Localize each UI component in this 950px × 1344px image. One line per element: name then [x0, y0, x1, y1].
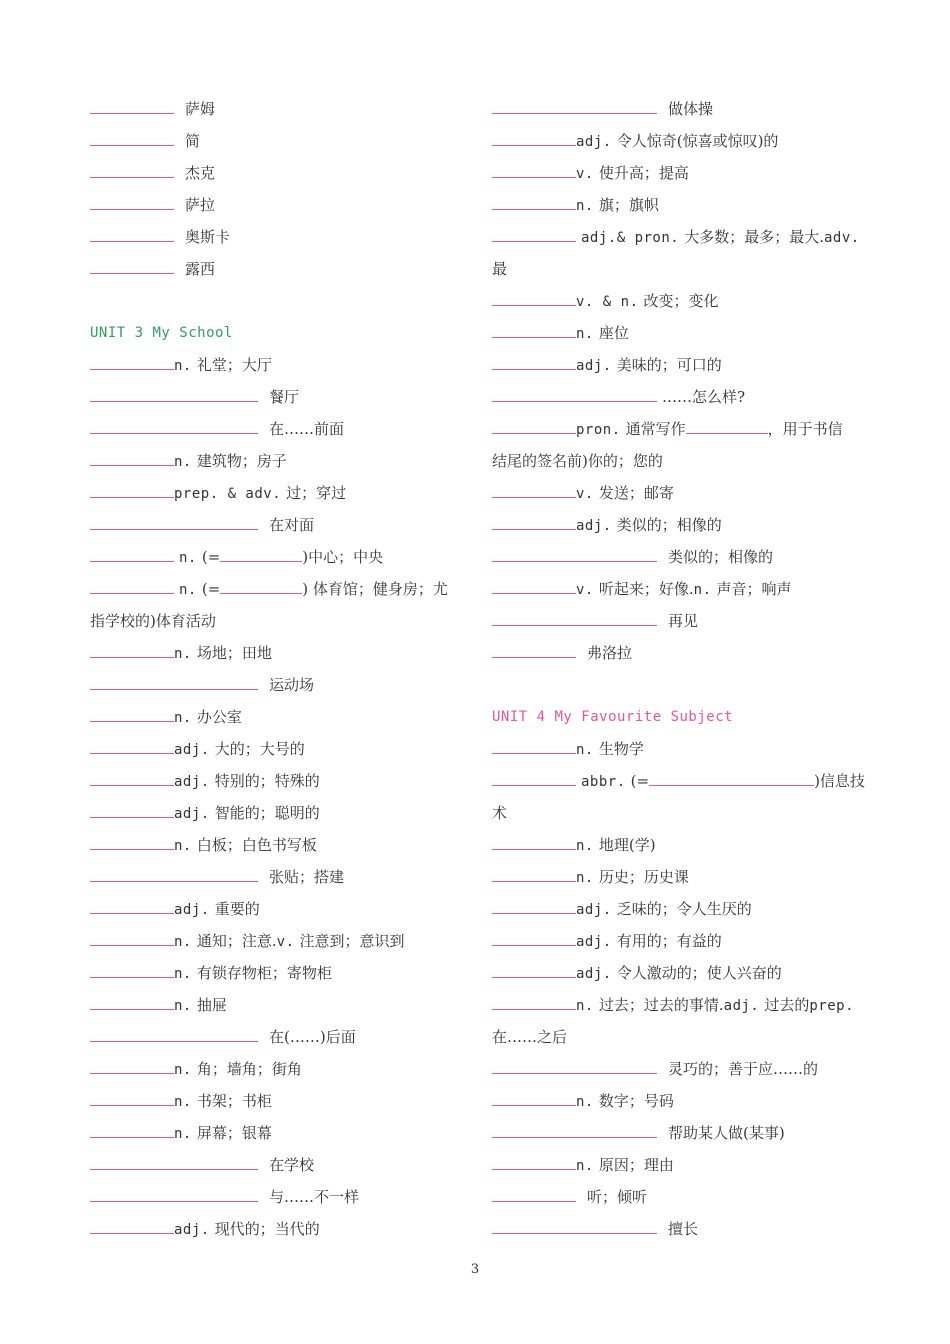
vocab-row: 类似的；相像的	[492, 541, 864, 573]
vocab-row: adj. 重要的	[90, 893, 462, 925]
answer-blank[interactable]	[90, 960, 174, 978]
answer-blank[interactable]	[90, 416, 258, 434]
answer-blank[interactable]	[492, 224, 576, 242]
answer-blank[interactable]	[492, 992, 576, 1010]
vocab-row: 帮助某人做(某事)	[492, 1117, 864, 1149]
vocab-row: 听；倾听	[492, 1181, 864, 1213]
vocab-row: adj. 令人惊奇(惊喜或惊叹)的	[492, 125, 864, 157]
vocab-row: n. 旗；旗帜	[492, 189, 864, 221]
answer-blank[interactable]	[90, 736, 174, 754]
vocab-row	[90, 157, 462, 189]
answer-blank[interactable]	[492, 1088, 576, 1106]
vocab-row: n. 场地；田地	[90, 637, 462, 669]
answer-blank[interactable]	[492, 640, 576, 658]
answer-blank[interactable]	[90, 448, 174, 466]
vocab-row: n. 建筑物；房子	[90, 445, 462, 477]
answer-blank[interactable]	[90, 800, 174, 818]
right-column	[492, 93, 864, 1245]
vocab-row: v. 听起来；好像.n. 声音；响声	[492, 573, 864, 605]
answer-blank[interactable]	[492, 1184, 576, 1202]
vocab-row: n. 数字；号码	[492, 1085, 864, 1117]
vocab-row: n. 原因；理由	[492, 1149, 864, 1181]
answer-blank[interactable]	[492, 736, 576, 754]
vocab-row	[90, 125, 462, 157]
vocab-row: 与……不一样	[90, 1181, 462, 1213]
answer-blank[interactable]	[492, 832, 576, 850]
vocab-row: adj. 现代的；当代的	[90, 1213, 462, 1245]
unit-heading: UNIT 4 My Favourite Subject	[492, 709, 734, 725]
vocab-row	[90, 221, 462, 253]
vocab-row-continuation: 术	[492, 804, 508, 822]
answer-blank[interactable]	[90, 1024, 258, 1042]
answer-blank[interactable]	[90, 640, 174, 658]
vocab-row: n. 座位	[492, 317, 864, 349]
answer-blank[interactable]	[90, 928, 174, 946]
answer-blank[interactable]	[492, 608, 657, 626]
vocab-row: n. 抽屉	[90, 989, 462, 1021]
vocab-row: 在……前面	[90, 413, 462, 445]
vocab-row: 在对面	[90, 509, 462, 541]
vocab-row: v. & n. 改变；变化	[492, 285, 864, 317]
answer-blank[interactable]	[492, 384, 657, 402]
answer-blank[interactable]	[649, 768, 814, 786]
vocab-row: n. 白板；白色书写板	[90, 829, 462, 861]
vocab-row: n. 过去；过去的事情.adj. 过去的prep.	[492, 989, 864, 1021]
vocab-row: 弗洛拉	[492, 637, 864, 669]
answer-blank[interactable]	[492, 576, 576, 594]
vocab-row: adj.& pron. 大多数；最多；最大.adv.	[492, 221, 864, 253]
answer-blank[interactable]	[90, 352, 174, 370]
vocab-row-continuation: 最	[492, 260, 508, 278]
vocab-row: v. 使升高；提高	[492, 157, 864, 189]
answer-blank[interactable]	[492, 960, 576, 978]
answer-blank[interactable]	[90, 992, 174, 1010]
answer-blank[interactable]	[492, 512, 576, 530]
answer-blank[interactable]	[492, 320, 576, 338]
answer-blank[interactable]	[90, 96, 174, 114]
answer-blank[interactable]	[492, 864, 576, 882]
vocab-row: n. 有锁存物柜；寄物柜	[90, 957, 462, 989]
vocab-row	[90, 253, 462, 285]
vocab-row: adj. 美味的；可口的	[492, 349, 864, 381]
answer-blank[interactable]	[686, 416, 768, 434]
answer-blank[interactable]	[90, 1088, 174, 1106]
vocab-row: n. 角；墙角；街角	[90, 1053, 462, 1085]
answer-blank[interactable]	[90, 832, 174, 850]
vocab-row: v. 发送；邮寄	[492, 477, 864, 509]
chinese-meaning: 简	[185, 132, 201, 150]
answer-blank[interactable]	[90, 512, 258, 530]
vocab-row: 运动场	[90, 669, 462, 701]
answer-blank[interactable]	[492, 192, 576, 210]
answer-blank[interactable]	[90, 896, 174, 914]
vocab-row: n. 生物学	[492, 733, 864, 765]
vocab-row: n. (= ) 体育馆；健身房；尤	[90, 573, 462, 605]
vocab-row: adj. 令人激动的；使人兴奋的	[492, 957, 864, 989]
answer-blank[interactable]	[492, 96, 657, 114]
answer-blank[interactable]	[492, 928, 576, 946]
answer-blank[interactable]	[90, 1152, 258, 1170]
vocab-row	[90, 189, 462, 221]
vocab-row: n. 书架；书柜	[90, 1085, 462, 1117]
vocab-row: adj. 有用的；有益的	[492, 925, 864, 957]
vocab-row: abbr. (= )信息技	[492, 765, 864, 797]
vocab-row: prep. & adv. 过；穿过	[90, 477, 462, 509]
vocab-row-continuation: 在……之后	[492, 1028, 568, 1046]
unit-heading: UNIT 3 My School	[90, 325, 233, 341]
answer-blank[interactable]	[90, 544, 174, 562]
vocab-row: ……怎么样?	[492, 381, 864, 413]
vocab-row: 做体操	[492, 93, 864, 125]
answer-blank[interactable]	[492, 1120, 657, 1138]
answer-blank[interactable]	[90, 672, 258, 690]
answer-blank[interactable]	[90, 576, 174, 594]
answer-blank[interactable]	[90, 1184, 258, 1202]
answer-blank[interactable]	[492, 896, 576, 914]
answer-blank[interactable]	[492, 160, 576, 178]
vocab-row: adj. 智能的；聪明的	[90, 797, 462, 829]
answer-blank[interactable]	[90, 160, 174, 178]
chinese-meaning: 萨拉	[185, 196, 216, 214]
answer-blank[interactable]	[90, 768, 174, 786]
answer-blank[interactable]	[90, 192, 174, 210]
answer-blank[interactable]	[90, 480, 174, 498]
vocab-row: adj. 特别的；特殊的	[90, 765, 462, 797]
chinese-meaning: 露西	[185, 260, 216, 278]
answer-blank[interactable]	[492, 480, 576, 498]
answer-blank[interactable]	[220, 576, 302, 594]
chinese-meaning: 奥斯卡	[185, 228, 231, 246]
answer-blank[interactable]	[492, 416, 576, 434]
vocab-row: n. (= )中心；中央	[90, 541, 462, 573]
answer-blank[interactable]	[492, 1056, 657, 1074]
vocab-row-continuation: 结尾的签名前)你的；您的	[492, 452, 663, 470]
vocab-row: n. 屏幕；银幕	[90, 1117, 462, 1149]
answer-blank[interactable]	[492, 128, 576, 146]
answer-blank[interactable]	[90, 224, 174, 242]
answer-blank[interactable]	[492, 288, 576, 306]
vocab-row: n. 办公室	[90, 701, 462, 733]
page-number: 3	[470, 1262, 480, 1277]
answer-blank[interactable]	[90, 1056, 174, 1074]
vocab-row: 在(……)后面	[90, 1021, 462, 1053]
vocab-row	[90, 93, 462, 125]
vocab-row: 再见	[492, 605, 864, 637]
vocab-row: n. 礼堂；大厅	[90, 349, 462, 381]
vocab-row: n. 地理(学)	[492, 829, 864, 861]
answer-blank[interactable]	[90, 256, 174, 274]
answer-blank[interactable]	[90, 384, 258, 402]
vocab-row: 餐厅	[90, 381, 462, 413]
left-column	[90, 93, 462, 1245]
vocab-row: 擅长	[492, 1213, 864, 1245]
vocab-row: 在学校	[90, 1149, 462, 1181]
vocab-row-continuation: 指学校的)体育活动	[90, 612, 216, 630]
vocab-row: pron. 通常写作 ，用于书信	[492, 413, 864, 445]
answer-blank[interactable]	[492, 768, 576, 786]
answer-blank[interactable]	[90, 864, 258, 882]
chinese-meaning: 杰克	[185, 164, 216, 182]
vocab-row: adj. 大的；大号的	[90, 733, 462, 765]
vocab-row: adj. 乏味的；令人生厌的	[492, 893, 864, 925]
vocab-row: adj. 类似的；相像的	[492, 509, 864, 541]
answer-blank[interactable]	[220, 544, 302, 562]
answer-blank[interactable]	[492, 1216, 657, 1234]
vocab-row: n. 通知；注意.v. 注意到；意识到	[90, 925, 462, 957]
answer-blank[interactable]	[90, 1216, 174, 1234]
answer-blank[interactable]	[90, 1120, 174, 1138]
answer-blank[interactable]	[492, 1152, 576, 1170]
vocab-row: 灵巧的；善于应……的	[492, 1053, 864, 1085]
answer-blank[interactable]	[90, 128, 174, 146]
vocab-row: 张贴；搭建	[90, 861, 462, 893]
answer-blank[interactable]	[90, 704, 174, 722]
chinese-meaning: 萨姆	[185, 100, 216, 118]
answer-blank[interactable]	[492, 544, 657, 562]
vocab-row: n. 历史；历史课	[492, 861, 864, 893]
answer-blank[interactable]	[492, 352, 576, 370]
